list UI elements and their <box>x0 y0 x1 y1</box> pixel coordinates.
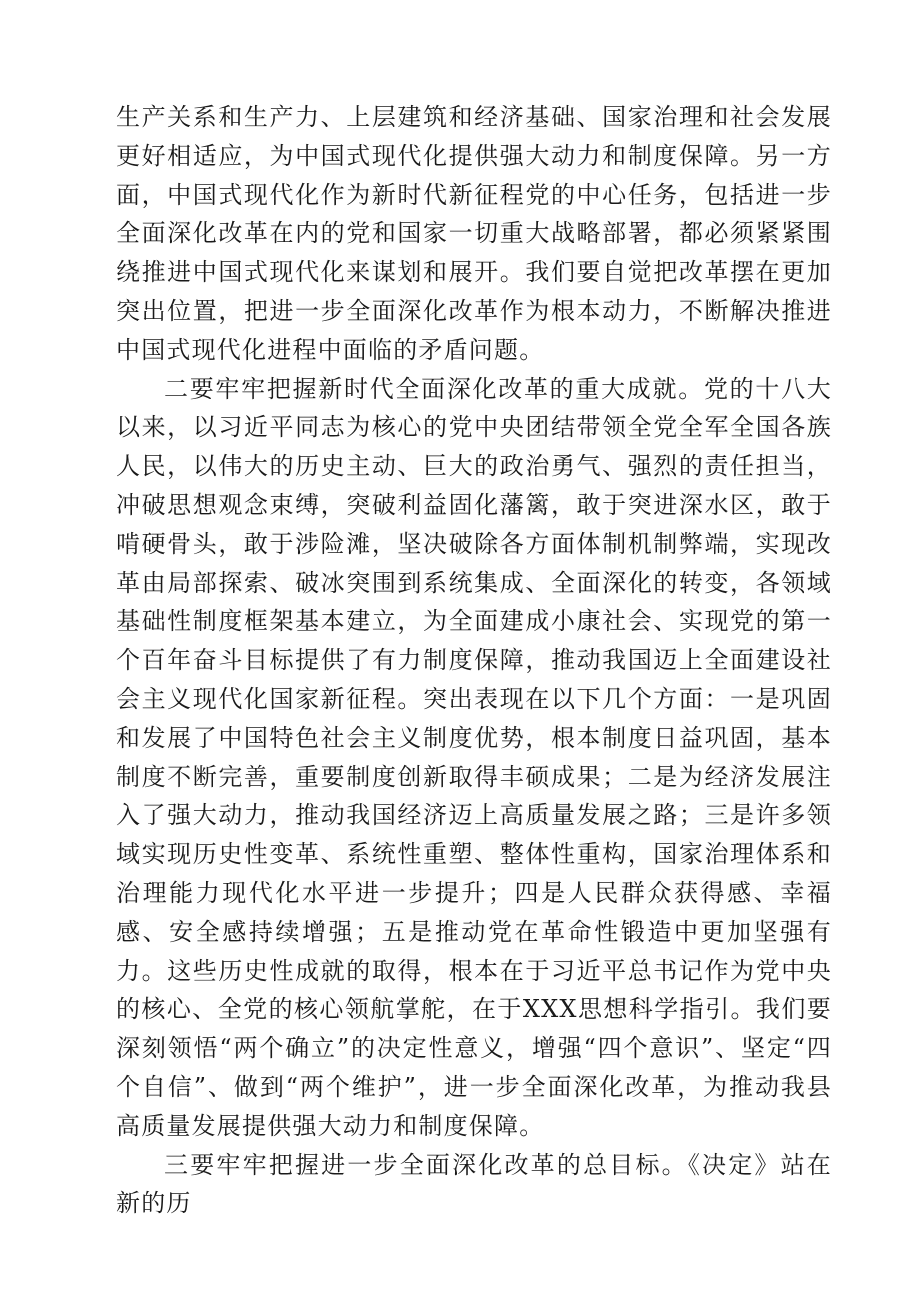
paragraph-major-achievements: 二要牢牢把握新时代全面深化改革的重大成就。党的十八大以来，以习近平同志为核心的党中央团结带领全党全军全国各族人民，以伟大的历史主动、巨大的政治勇气、强烈的责任担当，冲破思想观念束缚，突破利益固化藩篱，敢于突进深水区，敢于啃硬骨头，敢于涉险滩，坚决破除各方面体制机制弊端，实现改革由局部探索、破冰突围到系统集成、全面深化的转变，各领域基础性制度框架基本建立，为全面建成小康社会、实现党的第一个百年奋斗目标提供了有力制度保障，推动我国迈上全面建设社会主义现代化国家新征程。突出表现在以下几个方面：一是巩固和发展了中国特色社会主义制度优势，根本制度日益巩固，基本制度不断完善，重要制度创新取得丰硕成果；二是为经济发展注入了强大动力，推动我国经济迈上高质量发展之路；三是许多领域实现历史性变革、系统性重塑、整体性重构，国家治理体系和治理能力现代化水平进一步提升；四是人民群众获得感、幸福感、安全感持续增强；五是推动党在革命性锻造中更加坚强有力。这些历史性成就的取得，根本在于习近平总书记作为党中央的核心、全党的核心领航掌舵，在于XXX思想科学指引。我们要深刻领悟“两个确立”的决定性意义，增强“四个意识”、坚定“四个自信”、做到“两个维护”，进一步全面深化改革，为推动我县高质量发展提供强大动力和制度保障。 <box>116 374 832 1140</box>
document-body <box>116 98 832 1223</box>
paragraph-overall-goal: 三要牢牢把握进一步全面深化改革的总目标。《决定》站在新的历 <box>116 1150 832 1218</box>
paragraph-reform-and-modernization: 生产关系和生产力、上层建筑和经济基础、国家治理和社会发展更好相适应，为中国式现代化提供强大动力和制度保障。另一方面，中国式现代化作为新时代新征程党的中心任务，包括进一步全面深化改革在内的党和国家一切重大战略部署，都必须紧紧围绕推进中国式现代化来谋划和展开。我们要自觉把改革摆在更加突出位置，把进一步全面深化改革作为根本动力，不断解决推进中国式现代化进程中面临的矛盾问题。 <box>116 103 832 364</box>
